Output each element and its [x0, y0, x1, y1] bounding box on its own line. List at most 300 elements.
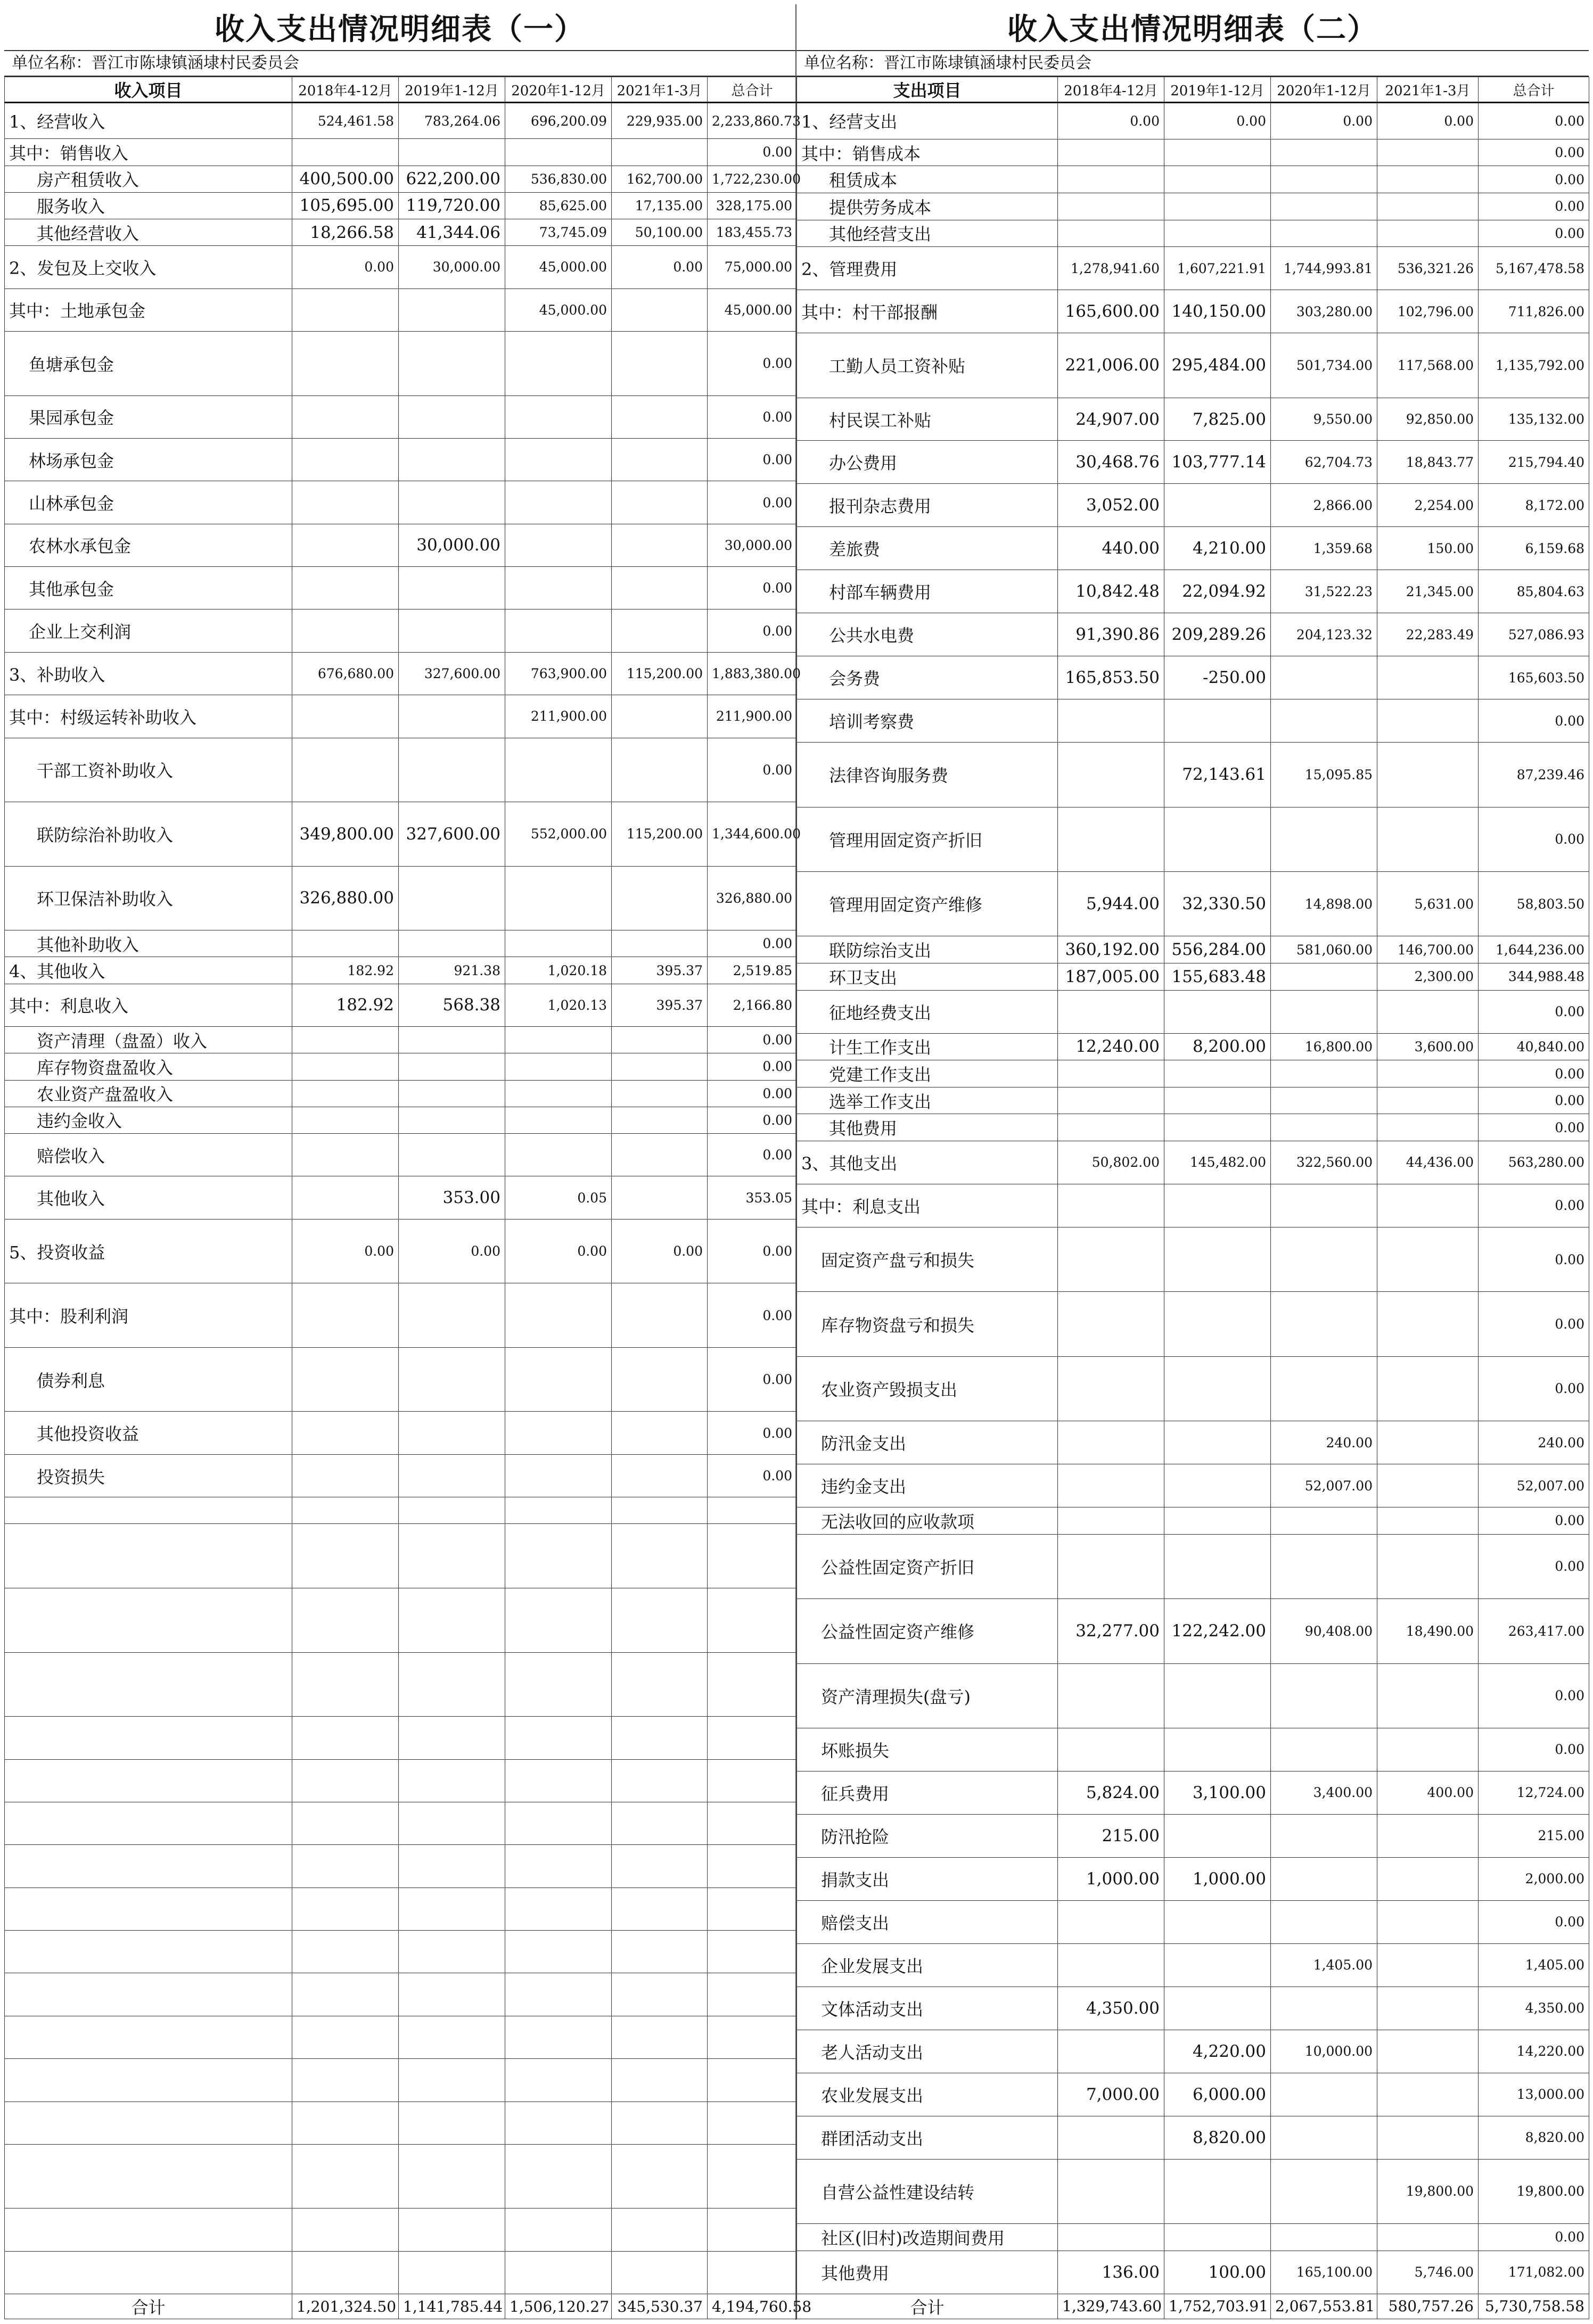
- empty-cell: [399, 2059, 505, 2102]
- expense-value-cell: [1058, 193, 1164, 220]
- income-value-cell: [399, 1027, 505, 1053]
- income-value-cell: 73,745.09: [505, 219, 612, 246]
- income-empty-row: [5, 1524, 797, 1588]
- expense-row: [797, 103, 1589, 139]
- empty-cell: [708, 1802, 797, 1844]
- expense-item-label: 培训考察费: [797, 699, 1058, 743]
- income-row: [5, 289, 797, 331]
- empty-cell: [612, 2208, 708, 2251]
- income-value-cell: 0.00: [708, 1347, 797, 1412]
- expense-item-label: 公共水电费: [797, 613, 1058, 656]
- expense-value-cell: 100.00: [1164, 2251, 1271, 2294]
- expense-value-cell: 85,804.63: [1479, 570, 1589, 613]
- income-value-cell: 182.92: [292, 957, 399, 984]
- income-value-cell: [612, 1134, 708, 1176]
- empty-cell: [5, 1973, 292, 2016]
- empty-cell: [399, 1888, 505, 1930]
- income-empty-row: [5, 1652, 797, 1717]
- income-value-cell: 326,880.00: [292, 866, 399, 930]
- empty-cell: [399, 1588, 505, 1653]
- empty-cell: [505, 2208, 612, 2251]
- income-value-cell: 524,461.58: [292, 103, 399, 139]
- empty-cell: [505, 2102, 612, 2144]
- income-value-cell: [292, 1454, 399, 1497]
- empty-cell: [708, 2059, 797, 2102]
- expense-value-cell: 0.00: [1058, 103, 1164, 139]
- expense-value-cell: [1377, 220, 1479, 247]
- empty-cell: [708, 1931, 797, 1973]
- income-value-cell: 0.00: [708, 1454, 797, 1497]
- income-item-label: 农林水承包金: [5, 524, 292, 566]
- expense-total-cell: 5,730,758.58: [1479, 2294, 1589, 2319]
- income-value-cell: 0.00: [708, 1027, 797, 1053]
- expense-value-cell: 0.00: [1479, 699, 1589, 743]
- income-value-cell: 0.00: [708, 1219, 797, 1283]
- income-row: [5, 802, 797, 867]
- income-value-cell: [399, 738, 505, 802]
- expense-value-cell: [1058, 1184, 1164, 1227]
- expense-item-label: 法律咨询服务费: [797, 743, 1058, 807]
- expense-item-label: 自营公益性建设结转: [797, 2159, 1058, 2223]
- empty-cell: [5, 1588, 292, 1653]
- income-value-cell: [612, 930, 708, 957]
- expense-value-cell: -250.00: [1164, 656, 1271, 699]
- income-empty-row: [5, 1888, 797, 1930]
- expense-value-cell: [1164, 1060, 1271, 1087]
- empty-cell: [612, 1802, 708, 1844]
- expense-value-cell: [1058, 743, 1164, 807]
- income-value-cell: [399, 438, 505, 481]
- expense-value-cell: 32,277.00: [1058, 1599, 1164, 1663]
- expense-value-cell: 12,724.00: [1479, 1771, 1589, 1814]
- expense-header-cell: 2020年1-12月: [1271, 77, 1377, 103]
- expense-row: [797, 1464, 1589, 1507]
- income-row: [5, 481, 797, 524]
- income-value-cell: 328,175.00: [708, 192, 797, 219]
- expense-value-cell: [1164, 2159, 1271, 2223]
- income-value-cell: 0.00: [708, 481, 797, 524]
- expense-value-cell: 3,100.00: [1164, 1771, 1271, 1814]
- income-value-cell: 182.92: [292, 984, 399, 1026]
- expense-item-label: 村部车辆费用: [797, 570, 1058, 613]
- income-row: [5, 1219, 797, 1283]
- empty-cell: [292, 2208, 399, 2251]
- expense-value-cell: 15,095.85: [1271, 743, 1377, 807]
- income-value-cell: 921.38: [399, 957, 505, 984]
- income-empty-row: [5, 2144, 797, 2208]
- expense-value-cell: [1271, 2223, 1377, 2251]
- income-row: [5, 1176, 797, 1219]
- expense-value-cell: 215.00: [1479, 1814, 1589, 1857]
- expense-value-cell: [1271, 1534, 1377, 1598]
- expense-item-label: 坏账损失: [797, 1728, 1058, 1771]
- empty-cell: [292, 1588, 399, 1653]
- empty-cell: [612, 2059, 708, 2102]
- expense-value-cell: 1,405.00: [1271, 1943, 1377, 1987]
- income-header-cell: 2019年1-12月: [399, 77, 505, 103]
- empty-cell: [612, 1931, 708, 1973]
- empty-cell: [505, 1524, 612, 1588]
- income-item-label: 赔偿收入: [5, 1134, 292, 1176]
- expense-value-cell: 7,000.00: [1058, 2073, 1164, 2116]
- income-value-cell: [612, 1080, 708, 1107]
- income-item-label: 联防综治补助收入: [5, 802, 292, 867]
- income-row: [5, 957, 797, 984]
- expense-item-label: 征地经费支出: [797, 990, 1058, 1033]
- expense-row: [797, 1087, 1589, 1114]
- empty-cell: [505, 1588, 612, 1653]
- expense-row: [797, 963, 1589, 991]
- expense-value-cell: 2,000.00: [1479, 1857, 1589, 1900]
- expense-value-cell: [1164, 1507, 1271, 1535]
- income-value-cell: 0.00: [708, 1283, 797, 1348]
- expense-item-label: 差旅费: [797, 527, 1058, 570]
- expense-value-cell: [1164, 1292, 1271, 1356]
- expense-row: [797, 743, 1589, 807]
- expense-row: [797, 1771, 1589, 1814]
- income-value-cell: 0.00: [612, 246, 708, 289]
- empty-cell: [292, 1717, 399, 1759]
- expense-value-cell: 8,172.00: [1479, 484, 1589, 527]
- income-value-cell: 763,900.00: [505, 652, 612, 695]
- income-value-cell: [292, 695, 399, 738]
- empty-cell: [708, 1759, 797, 1802]
- income-row: [5, 166, 797, 192]
- income-total-cell: 4,194,760.58: [708, 2294, 797, 2319]
- expense-value-cell: [1271, 699, 1377, 743]
- expense-value-cell: 0.00: [1479, 1060, 1589, 1087]
- empty-cell: [708, 1588, 797, 1653]
- expense-item-label: 其他费用: [797, 1114, 1058, 1141]
- expense-row: [797, 656, 1589, 699]
- income-value-cell: [612, 1454, 708, 1497]
- income-value-cell: 0.00: [708, 139, 797, 166]
- income-item-label: 其中：销售收入: [5, 139, 292, 166]
- income-value-cell: 115,200.00: [612, 652, 708, 695]
- expense-value-cell: 0.00: [1479, 1087, 1589, 1114]
- income-value-cell: [399, 1053, 505, 1080]
- expense-row: [797, 1857, 1589, 1900]
- income-value-cell: [292, 1107, 399, 1133]
- income-item-label: 企业上交利润: [5, 609, 292, 652]
- income-value-cell: [612, 481, 708, 524]
- income-value-cell: [612, 1107, 708, 1133]
- expense-row: [797, 484, 1589, 527]
- expense-total-cell: 2,067,553.81: [1271, 2294, 1377, 2319]
- expense-value-cell: [1271, 166, 1377, 193]
- empty-cell: [612, 2144, 708, 2208]
- income-value-cell: [399, 567, 505, 609]
- expense-value-cell: 0.00: [1479, 1227, 1589, 1291]
- empty-cell: [399, 1802, 505, 1844]
- expense-item-label: 联防综治支出: [797, 936, 1058, 963]
- expense-value-cell: [1164, 1114, 1271, 1141]
- expense-value-cell: [1058, 1464, 1164, 1507]
- income-item-label: 其中：村级运转补助收入: [5, 695, 292, 738]
- empty-cell: [612, 1717, 708, 1759]
- income-value-cell: [292, 1412, 399, 1454]
- expense-row: [797, 1814, 1589, 1857]
- income-value-cell: 30,000.00: [399, 246, 505, 289]
- empty-cell: [399, 1845, 505, 1888]
- income-value-cell: 395.37: [612, 957, 708, 984]
- expense-row: [797, 1421, 1589, 1464]
- expense-value-cell: 22,094.92: [1164, 570, 1271, 613]
- expense-row: [797, 139, 1589, 166]
- expense-value-cell: 344,988.48: [1479, 963, 1589, 991]
- expense-row: [797, 2030, 1589, 2073]
- income-value-cell: 45,000.00: [505, 246, 612, 289]
- income-total-row: [5, 2294, 797, 2319]
- income-value-cell: [505, 1053, 612, 1080]
- expense-row: [797, 220, 1589, 247]
- empty-cell: [5, 1497, 292, 1524]
- income-empty-row: [5, 1931, 797, 1973]
- income-value-cell: 30,000.00: [399, 524, 505, 566]
- expense-value-cell: [1377, 1943, 1479, 1987]
- expense-item-label: 1、经营支出: [797, 103, 1058, 139]
- expense-value-cell: [1058, 699, 1164, 743]
- income-value-cell: 211,900.00: [505, 695, 612, 738]
- expense-value-cell: 8,820.00: [1479, 2116, 1589, 2159]
- income-value-cell: [612, 438, 708, 481]
- income-item-label: 5、投资收益: [5, 1219, 292, 1283]
- expense-value-cell: [1271, 1728, 1377, 1771]
- expense-value-cell: 31,522.23: [1271, 570, 1377, 613]
- expense-value-cell: 14,220.00: [1479, 2030, 1589, 2073]
- expense-value-cell: 295,484.00: [1164, 333, 1271, 398]
- income-header-cell: 2020年1-12月: [505, 77, 612, 103]
- expense-value-cell: [1271, 1060, 1377, 1087]
- expense-value-cell: 0.00: [1479, 1114, 1589, 1141]
- expense-value-cell: [1058, 1227, 1164, 1291]
- expense-header-cell: 总合计: [1479, 77, 1589, 103]
- income-value-cell: [505, 438, 612, 481]
- expense-value-cell: 103,777.14: [1164, 441, 1271, 484]
- expense-row: [797, 1728, 1589, 1771]
- expense-value-cell: 3,052.00: [1058, 484, 1164, 527]
- expense-item-label: 公益性固定资产维修: [797, 1599, 1058, 1663]
- expense-value-cell: [1271, 1900, 1377, 1943]
- expense-value-cell: 0.00: [1271, 103, 1377, 139]
- income-value-cell: 0.00: [708, 332, 797, 396]
- income-value-cell: 30,000.00: [708, 524, 797, 566]
- income-item-label: 债券利息: [5, 1347, 292, 1412]
- income-value-cell: 622,200.00: [399, 166, 505, 192]
- expense-value-cell: [1377, 1421, 1479, 1464]
- expense-value-cell: [1164, 220, 1271, 247]
- expense-value-cell: 12,240.00: [1058, 1033, 1164, 1060]
- expense-value-cell: 0.00: [1479, 1534, 1589, 1598]
- expense-value-cell: [1377, 2223, 1479, 2251]
- income-value-cell: [612, 695, 708, 738]
- expense-value-cell: 1,744,993.81: [1271, 247, 1377, 290]
- empty-cell: [399, 2251, 505, 2294]
- expense-value-cell: 40,840.00: [1479, 1033, 1589, 1060]
- expense-value-cell: 0.00: [1479, 1507, 1589, 1535]
- income-header-cell: 总合计: [708, 77, 797, 103]
- expense-value-cell: [1377, 1534, 1479, 1598]
- empty-cell: [292, 2016, 399, 2058]
- expense-value-cell: 360,192.00: [1058, 936, 1164, 963]
- expense-value-cell: 10,000.00: [1271, 2030, 1377, 2073]
- expense-value-cell: [1271, 2159, 1377, 2223]
- expense-header-cell: 2018年4-12月: [1058, 77, 1164, 103]
- income-item-label: 农业资产盘盈收入: [5, 1080, 292, 1107]
- income-value-cell: [505, 1347, 612, 1412]
- income-value-cell: [292, 438, 399, 481]
- expense-value-cell: 62,704.73: [1271, 441, 1377, 484]
- income-item-label: 林场承包金: [5, 438, 292, 481]
- expense-item-label: 老人活动支出: [797, 2030, 1058, 2073]
- income-value-cell: [505, 1412, 612, 1454]
- income-row: [5, 332, 797, 396]
- expense-value-cell: 240.00: [1479, 1421, 1589, 1464]
- income-item-label: 鱼塘承包金: [5, 332, 292, 396]
- expense-row: [797, 699, 1589, 743]
- income-value-cell: 0.00: [399, 1219, 505, 1283]
- income-item-label: 环卫保洁补助收入: [5, 866, 292, 930]
- income-value-cell: 536,830.00: [505, 166, 612, 192]
- expense-item-label: 农业发展支出: [797, 2073, 1058, 2116]
- income-row: [5, 1134, 797, 1176]
- expense-row: [797, 613, 1589, 656]
- expense-item-label: 企业发展支出: [797, 1943, 1058, 1987]
- income-item-label: 果园承包金: [5, 395, 292, 438]
- expense-value-cell: 19,800.00: [1377, 2159, 1479, 2223]
- expense-value-cell: [1164, 1814, 1271, 1857]
- empty-cell: [612, 1588, 708, 1653]
- income-value-cell: [292, 289, 399, 331]
- income-row: [5, 930, 797, 957]
- empty-cell: [612, 1497, 708, 1524]
- empty-cell: [612, 2251, 708, 2294]
- expense-item-label: 违约金支出: [797, 1464, 1058, 1507]
- expense-value-cell: 13,000.00: [1479, 2073, 1589, 2116]
- expense-table-title: 收入支出情况明细表（二）: [797, 4, 1589, 51]
- empty-cell: [708, 1497, 797, 1524]
- expense-value-cell: [1058, 139, 1164, 166]
- expense-value-cell: 117,568.00: [1377, 333, 1479, 398]
- income-item-label: 干部工资补助收入: [5, 738, 292, 802]
- expense-value-cell: 155,683.48: [1164, 963, 1271, 991]
- expense-value-cell: 135,132.00: [1479, 398, 1589, 441]
- expense-value-cell: 140,150.00: [1164, 290, 1271, 333]
- income-value-cell: 0.00: [708, 438, 797, 481]
- expense-row: [797, 1534, 1589, 1598]
- income-value-cell: [612, 1053, 708, 1080]
- empty-cell: [505, 1652, 612, 1717]
- income-value-cell: [505, 395, 612, 438]
- income-item-label: 其中：土地承包金: [5, 289, 292, 331]
- expense-value-cell: 0.00: [1164, 103, 1271, 139]
- empty-cell: [399, 2144, 505, 2208]
- empty-cell: [505, 1759, 612, 1802]
- expense-value-cell: [1058, 1507, 1164, 1535]
- income-value-cell: [505, 1134, 612, 1176]
- expense-item-label: 群团活动支出: [797, 2116, 1058, 2159]
- income-item-label: 其中：利息收入: [5, 984, 292, 1026]
- expense-total-cell: 1,329,743.60: [1058, 2294, 1164, 2319]
- expense-row: [797, 1507, 1589, 1535]
- empty-cell: [505, 1931, 612, 1973]
- income-value-cell: [399, 139, 505, 166]
- expense-value-cell: 44,436.00: [1377, 1141, 1479, 1184]
- expense-row: [797, 990, 1589, 1033]
- expense-value-cell: 6,159.68: [1479, 527, 1589, 570]
- expense-value-cell: 4,220.00: [1164, 2030, 1271, 2073]
- expense-header-row: [797, 77, 1589, 103]
- income-value-cell: [292, 139, 399, 166]
- empty-cell: [505, 1888, 612, 1930]
- income-item-label: 其他补助收入: [5, 930, 292, 957]
- expense-value-cell: [1058, 1728, 1164, 1771]
- expense-row: [797, 247, 1589, 290]
- empty-cell: [505, 2059, 612, 2102]
- income-item-label: 库存物资盘盈收入: [5, 1053, 292, 1080]
- income-value-cell: [505, 609, 612, 652]
- income-empty-row: [5, 2251, 797, 2294]
- expense-value-cell: [1271, 990, 1377, 1033]
- income-row: [5, 395, 797, 438]
- empty-cell: [399, 2016, 505, 2058]
- expense-value-cell: [1058, 220, 1164, 247]
- income-value-cell: [505, 1027, 612, 1053]
- empty-cell: [708, 1973, 797, 2016]
- empty-cell: [292, 1497, 399, 1524]
- expense-value-cell: [1058, 2116, 1164, 2159]
- expense-value-cell: [1271, 1356, 1377, 1421]
- empty-cell: [292, 1652, 399, 1717]
- expense-row: [797, 1033, 1589, 1060]
- expense-item-label: 计生工作支出: [797, 1033, 1058, 1060]
- expense-value-cell: [1377, 743, 1479, 807]
- expense-row: [797, 2159, 1589, 2223]
- expense-value-cell: 400.00: [1377, 1771, 1479, 1814]
- expense-value-cell: [1377, 1356, 1479, 1421]
- expense-unit-name: 单位名称：晋江市陈埭镇涵埭村民委员会: [797, 51, 1589, 77]
- income-value-cell: [505, 481, 612, 524]
- expense-value-cell: [1377, 699, 1479, 743]
- expense-value-cell: [1271, 963, 1377, 991]
- expense-value-cell: 581,060.00: [1271, 936, 1377, 963]
- income-empty-row: [5, 1802, 797, 1844]
- expense-value-cell: [1164, 1987, 1271, 2030]
- expense-row: [797, 398, 1589, 441]
- expense-value-cell: 19,800.00: [1479, 2159, 1589, 2223]
- empty-cell: [612, 2102, 708, 2144]
- expense-value-cell: [1058, 1356, 1164, 1421]
- expense-value-cell: [1377, 1087, 1479, 1114]
- income-value-cell: 326,880.00: [708, 866, 797, 930]
- income-empty-row: [5, 1588, 797, 1653]
- expense-value-cell: 1,607,221.91: [1164, 247, 1271, 290]
- income-value-cell: [292, 1134, 399, 1176]
- expense-value-cell: 0.00: [1479, 807, 1589, 871]
- expense-value-cell: [1164, 1421, 1271, 1464]
- income-value-cell: [505, 332, 612, 396]
- income-value-cell: [612, 1347, 708, 1412]
- expense-item-label: 提供劳务成本: [797, 193, 1058, 220]
- income-row: [5, 1107, 797, 1133]
- empty-cell: [612, 1652, 708, 1717]
- expense-row: [797, 1599, 1589, 1663]
- empty-cell: [505, 2251, 612, 2294]
- expense-value-cell: [1377, 1464, 1479, 1507]
- income-value-cell: [505, 1107, 612, 1133]
- empty-cell: [5, 2144, 292, 2208]
- income-value-cell: [505, 738, 612, 802]
